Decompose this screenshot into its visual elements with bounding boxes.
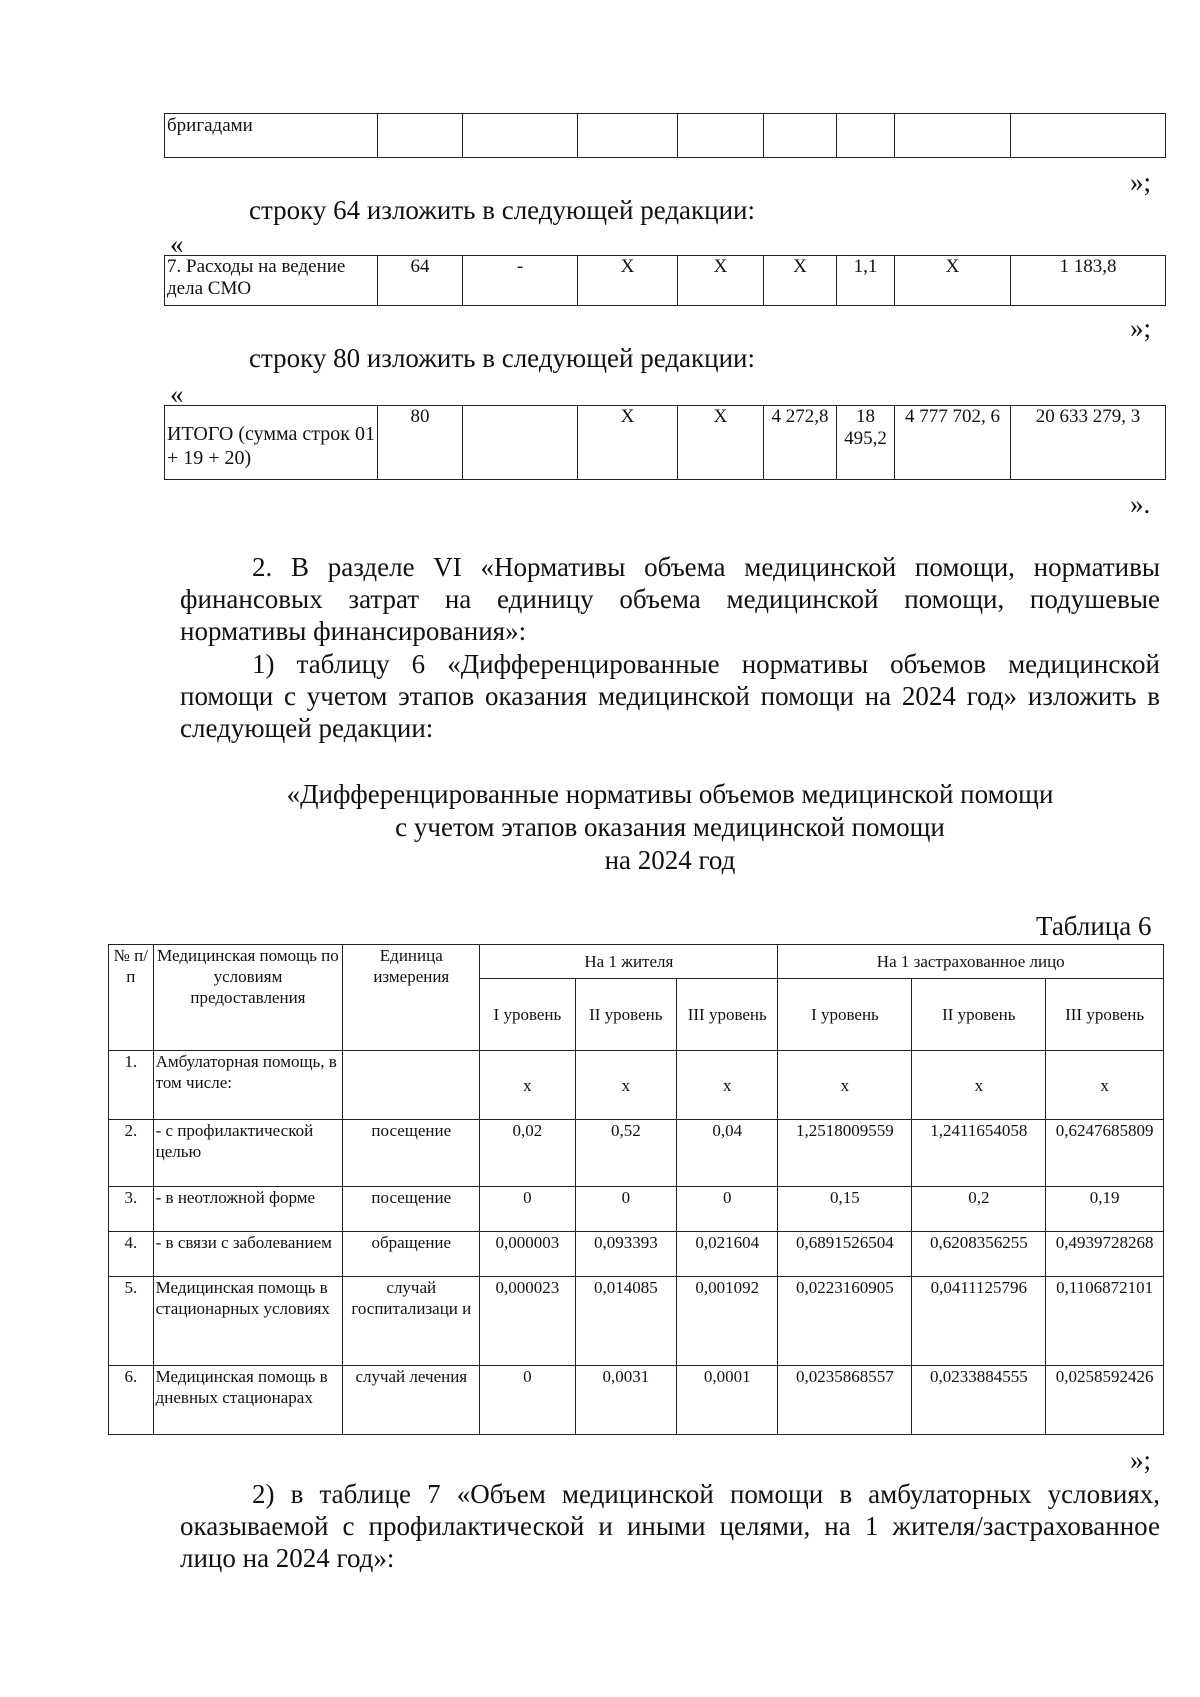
table-row — [109, 1120, 1164, 1187]
row-64-cell: - — [463, 256, 578, 306]
header-level-2: II уровень — [912, 979, 1046, 1051]
close-quote: »; — [1130, 313, 1152, 343]
paragraph-table-6: 1) таблицу 6 «Дифференцированные нормативы объемов медицинской помощи с учетом этапов оказания медицинской помощи на 2024 год» изложить в следующей редакции: — [180, 649, 1160, 743]
row-value: 0,021604 — [677, 1232, 778, 1277]
row-value: 0,15 — [778, 1187, 912, 1232]
row-num: 4. — [109, 1232, 154, 1277]
row-80-cell: 20 633 279, 3 — [1011, 406, 1166, 480]
close-quote: ». — [1130, 489, 1151, 519]
header-num: № п/п — [109, 945, 154, 1051]
table-title-line2: с учетом этапов оказания медицинской помощи — [395, 812, 945, 842]
row-64-cell: Х — [895, 256, 1011, 306]
row-value: 0,000023 — [480, 1277, 575, 1366]
row-value: 0,6208356255 — [912, 1232, 1046, 1277]
paragraph-section-vi: 2. В разделе VI «Нормативы объема медицинской помощи, нормативы финансовых затрат на единицу объема медицинской помощи, подушевые нормативы финансирования»: — [180, 552, 1160, 646]
row-value: 0,1106872101 — [1046, 1277, 1164, 1366]
row-value: х — [480, 1051, 575, 1120]
table-label: Таблица 6 — [1036, 911, 1152, 941]
row-value: 0,0223160905 — [778, 1277, 912, 1366]
header-unit: Единица измерения — [343, 945, 480, 1051]
row-value: 0,000003 — [480, 1232, 575, 1277]
row-value: 0,52 — [575, 1120, 676, 1187]
row-value: 0,0411125796 — [912, 1277, 1046, 1366]
table-row — [109, 1187, 1164, 1232]
paragraph-table-7: 2) в таблице 7 «Объем медицинской помощи в амбулаторных условиях, оказываемой с профилактической и иными целями, на 1 жителя/застрахованное лицо на 2024 год»: — [180, 1479, 1160, 1573]
row-kind: - с профилактической целью — [153, 1120, 343, 1187]
row-value: 0,001092 — [677, 1277, 778, 1366]
open-quote: « — [170, 229, 184, 259]
row-64-cell: 1 183,8 — [1011, 256, 1166, 306]
row-value: х — [1046, 1051, 1164, 1120]
row-value: 0,0031 — [575, 1366, 676, 1435]
row-unit: случай лечения — [343, 1366, 480, 1435]
row-kind: Медицинская помощь в дневных стационарах — [153, 1366, 343, 1435]
row-value: х — [912, 1051, 1046, 1120]
row-value: 0 — [677, 1187, 778, 1232]
header-level-2: II уровень — [575, 979, 676, 1051]
row-unit: случай госпитализаци и — [343, 1277, 480, 1366]
open-quote: « — [170, 379, 184, 409]
row-80-label: ИТОГО (сумма строк 01 + 19 + 20) — [165, 406, 378, 480]
row-value: 0,19 — [1046, 1187, 1164, 1232]
header-level-1: I уровень — [480, 979, 575, 1051]
row-64-cell: 64 — [378, 256, 463, 306]
row-value: 0,04 — [677, 1120, 778, 1187]
row-80-cell: Х — [578, 406, 678, 480]
partial-table-top — [164, 113, 1166, 158]
close-quote: »; — [1130, 1445, 1152, 1475]
close-quote: »; — [1130, 167, 1152, 197]
row-value: 0,014085 — [575, 1277, 676, 1366]
row-64-cell: Х — [678, 256, 764, 306]
header-per-insured: На 1 застрахованное лицо — [778, 945, 1164, 979]
row-value: 1,2518009559 — [778, 1120, 912, 1187]
row-64-table — [164, 255, 1166, 306]
header-kind: Медицинская помощь по условиям предоставления — [153, 945, 343, 1051]
row-80-cell: Х — [678, 406, 764, 480]
row-value: 0,6247685809 — [1046, 1120, 1164, 1187]
row-num: 5. — [109, 1277, 154, 1366]
table-title-line1: «Дифференцированные нормативы объемов медицинской помощи — [286, 779, 1054, 809]
row-80-cell: 18 495,2 — [837, 406, 895, 480]
table-title-line3: на 2024 год — [604, 845, 736, 875]
row-value: 0,0235868557 — [778, 1366, 912, 1435]
row-kind: Амбулаторная помощь, в том числе: — [153, 1051, 343, 1120]
cell-label: бригадами — [165, 114, 378, 158]
row-kind: - в связи с заболеванием — [153, 1232, 343, 1277]
table-row — [109, 1277, 1164, 1366]
row-num: 3. — [109, 1187, 154, 1232]
row-unit: посещение — [343, 1187, 480, 1232]
row-value: 0,0001 — [677, 1366, 778, 1435]
table-row — [109, 1232, 1164, 1277]
instruction-line-64: строку 64 изложить в следующей редакции: — [249, 195, 756, 225]
row-value: 0 — [480, 1187, 575, 1232]
row-64-label: 7. Расходы на ведение дела СМО — [165, 256, 378, 306]
header-level-3: III уровень — [1046, 979, 1164, 1051]
row-80-cell: 80 — [378, 406, 463, 480]
header-level-1: I уровень — [778, 979, 912, 1051]
row-value: х — [778, 1051, 912, 1120]
row-value: 0 — [575, 1187, 676, 1232]
row-64-cell: Х — [578, 256, 678, 306]
row-80-cell — [463, 406, 578, 480]
row-value: 1,2411654058 — [912, 1120, 1046, 1187]
row-value: 0,4939728268 — [1046, 1232, 1164, 1277]
row-value: 0,02 — [480, 1120, 575, 1187]
row-unit: обращение — [343, 1232, 480, 1277]
row-value: 0,093393 — [575, 1232, 676, 1277]
row-64-cell: 1,1 — [837, 256, 895, 306]
row-80-cell: 4 777 702, 6 — [895, 406, 1011, 480]
row-value: 0 — [480, 1366, 575, 1435]
row-num: 6. — [109, 1366, 154, 1435]
row-value: 0,0233884555 — [912, 1366, 1046, 1435]
row-kind: Медицинская помощь в стационарных условиях — [153, 1277, 343, 1366]
row-64-cell: Х — [764, 256, 837, 306]
row-value: 0,0258592426 — [1046, 1366, 1164, 1435]
row-num: 1. — [109, 1051, 154, 1120]
header-level-3: III уровень — [677, 979, 778, 1051]
table-header-row — [109, 945, 1164, 979]
table-6 — [108, 944, 1164, 1435]
row-value: 0,2 — [912, 1187, 1046, 1232]
row-value: 0,6891526504 — [778, 1232, 912, 1277]
row-80-table — [164, 405, 1166, 480]
header-per-resident: На 1 жителя — [480, 945, 778, 979]
table-row — [109, 1366, 1164, 1435]
row-num: 2. — [109, 1120, 154, 1187]
row-unit — [343, 1051, 480, 1120]
row-value: х — [677, 1051, 778, 1120]
row-value: х — [575, 1051, 676, 1120]
row-80-cell: 4 272,8 — [764, 406, 837, 480]
table-row — [109, 1051, 1164, 1120]
row-kind: - в неотложной форме — [153, 1187, 343, 1232]
row-unit: посещение — [343, 1120, 480, 1187]
instruction-line-80: строку 80 изложить в следующей редакции: — [249, 343, 756, 373]
